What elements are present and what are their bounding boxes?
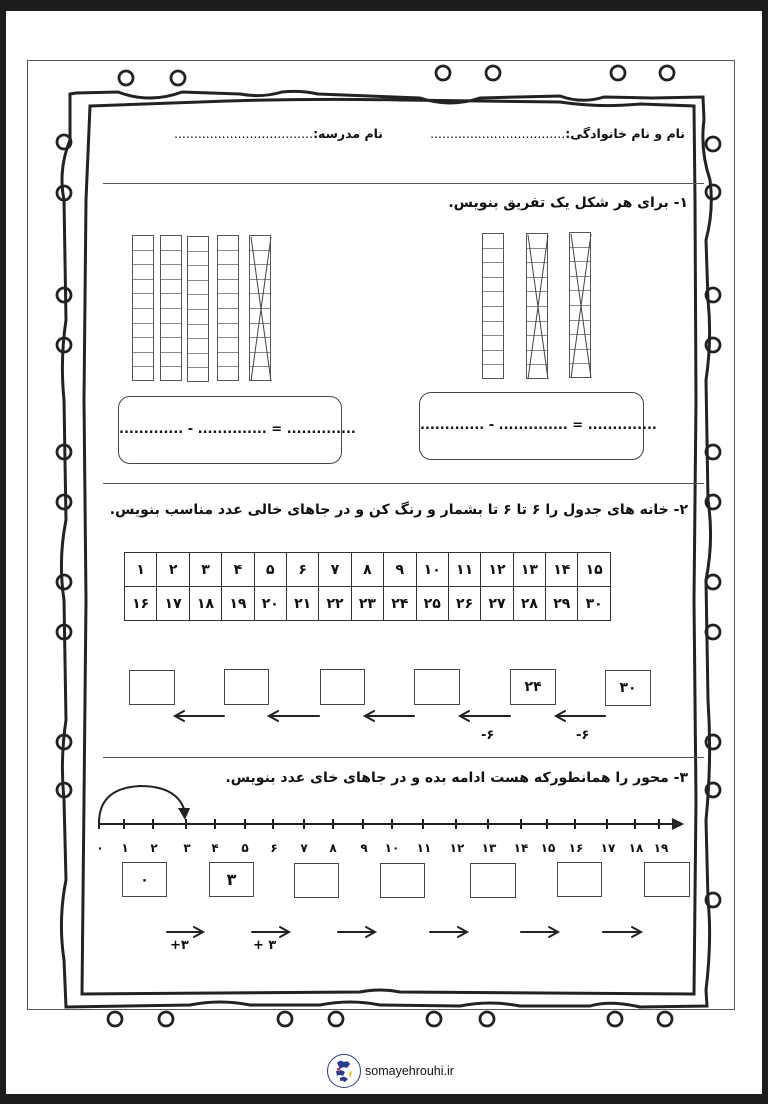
school-name-label: نام مدرسه:	[313, 126, 383, 141]
table-cell[interactable]: ۱۲	[481, 553, 513, 587]
table-cell[interactable]: ۲۵	[416, 587, 448, 621]
table-cell[interactable]: ۸	[351, 553, 383, 587]
table-cell[interactable]: ۲۷	[481, 587, 513, 621]
sequence-box-filled[interactable]: ۲۴	[510, 669, 556, 705]
axis-tick-label: ۵	[241, 841, 249, 855]
axis-tick-label: ۱۶	[568, 841, 584, 855]
axis-tick-label: ۱	[121, 841, 129, 855]
axis-tick-label: ۱۲	[449, 841, 465, 855]
table-cell[interactable]: ۲۰	[254, 587, 286, 621]
table-cell[interactable]: ۵	[254, 553, 286, 587]
table-cell[interactable]: ۱۳	[513, 553, 545, 587]
axis-tick-label: ۷	[300, 841, 308, 855]
table-cell[interactable]: ۱۴	[546, 553, 578, 587]
step-label-minus-6: -۶	[576, 728, 590, 743]
answer-box-filled[interactable]: ۰	[122, 862, 167, 897]
question-1-title: ۱- برای هر شکل یک تفریق بنویس.	[448, 195, 688, 211]
step-label-plus-3: + ۳	[253, 938, 277, 953]
axis-tick-label: ۱۴	[513, 841, 529, 855]
table-cell[interactable]: ۲۲	[319, 587, 351, 621]
axis-tick-label: ۱۵	[540, 841, 556, 855]
axis-tick-label: ۴	[211, 841, 219, 855]
table-cell[interactable]: ۷	[319, 553, 351, 587]
table-cell[interactable]: ۲۶	[448, 587, 480, 621]
table-cell[interactable]: ۳	[189, 553, 221, 587]
footer-branding	[327, 1054, 454, 1088]
axis-tick-label: ۰	[96, 841, 104, 855]
table-cell[interactable]: ۱۸	[189, 587, 221, 621]
website-url[interactable]: somayehrouhi.ir	[365, 1064, 454, 1078]
axis-tick-label: ۱۱	[416, 841, 432, 855]
axis-tick-label: ۱۹	[653, 841, 669, 855]
table-cell[interactable]: ۱	[125, 553, 157, 587]
table-cell[interactable]: ۲	[157, 553, 189, 587]
table-cell[interactable]: ۱۹	[222, 587, 254, 621]
question-2-title: ۲- خانه های جدول را ۶ تا ۶ تا بشمار و رنگ کن و در جاهای خالی عدد مناسب بنویس.	[109, 502, 688, 518]
axis-tick-label: ۱۳	[481, 841, 497, 855]
table-cell[interactable]: ۶	[286, 553, 318, 587]
axis-tick-label: ۶	[270, 841, 278, 855]
table-cell[interactable]: ۲۱	[286, 587, 318, 621]
step-label-plus-3: +۳	[170, 938, 189, 953]
table-cell[interactable]: ۹	[384, 553, 416, 587]
table-cell[interactable]: ۳۰	[578, 587, 610, 621]
table-cell[interactable]: ۲۸	[513, 587, 545, 621]
step-label-minus-6: -۶	[481, 728, 495, 743]
axis-tick-label: ۸	[329, 841, 337, 855]
table-cell[interactable]: ۱۶	[125, 587, 157, 621]
student-name-blank[interactable]: ..................................	[430, 126, 566, 141]
student-name-label: نام و نام خانوادگی:	[565, 126, 685, 141]
table-cell[interactable]: ۱۷	[157, 587, 189, 621]
table-cell[interactable]: ۱۵	[578, 553, 610, 587]
equation-blanks[interactable]: ............. - .............. = ..............	[119, 422, 356, 437]
table-cell[interactable]: ۴	[222, 553, 254, 587]
table-cell[interactable]: ۱۰	[416, 553, 448, 587]
table-cell[interactable]: ۱۱	[448, 553, 480, 587]
answer-box-filled[interactable]: ۳	[209, 862, 254, 897]
site-logo-icon	[327, 1054, 361, 1088]
axis-tick-label: ۳	[183, 841, 191, 855]
table-cell[interactable]: ۲۹	[546, 587, 578, 621]
axis-tick-label: ۱۷	[600, 841, 616, 855]
question-3-title: ۳- محور را همانطورکه هست ادامه بده و در جاهای خای عدد بنویس.	[225, 770, 688, 786]
equation-blanks[interactable]: ............. - .............. = ..............	[420, 418, 657, 433]
axis-tick-label: ۹	[360, 841, 368, 855]
school-name-blank[interactable]: ...................................	[173, 126, 314, 141]
axis-tick-label: ۱۸	[628, 841, 644, 855]
table-cell[interactable]: ۲۴	[384, 587, 416, 621]
table-cell[interactable]: ۲۳	[351, 587, 383, 621]
sequence-box-filled[interactable]: ۳۰	[605, 670, 651, 706]
axis-tick-label: ۱۰	[384, 841, 400, 855]
axis-tick-label: ۲	[150, 841, 158, 855]
